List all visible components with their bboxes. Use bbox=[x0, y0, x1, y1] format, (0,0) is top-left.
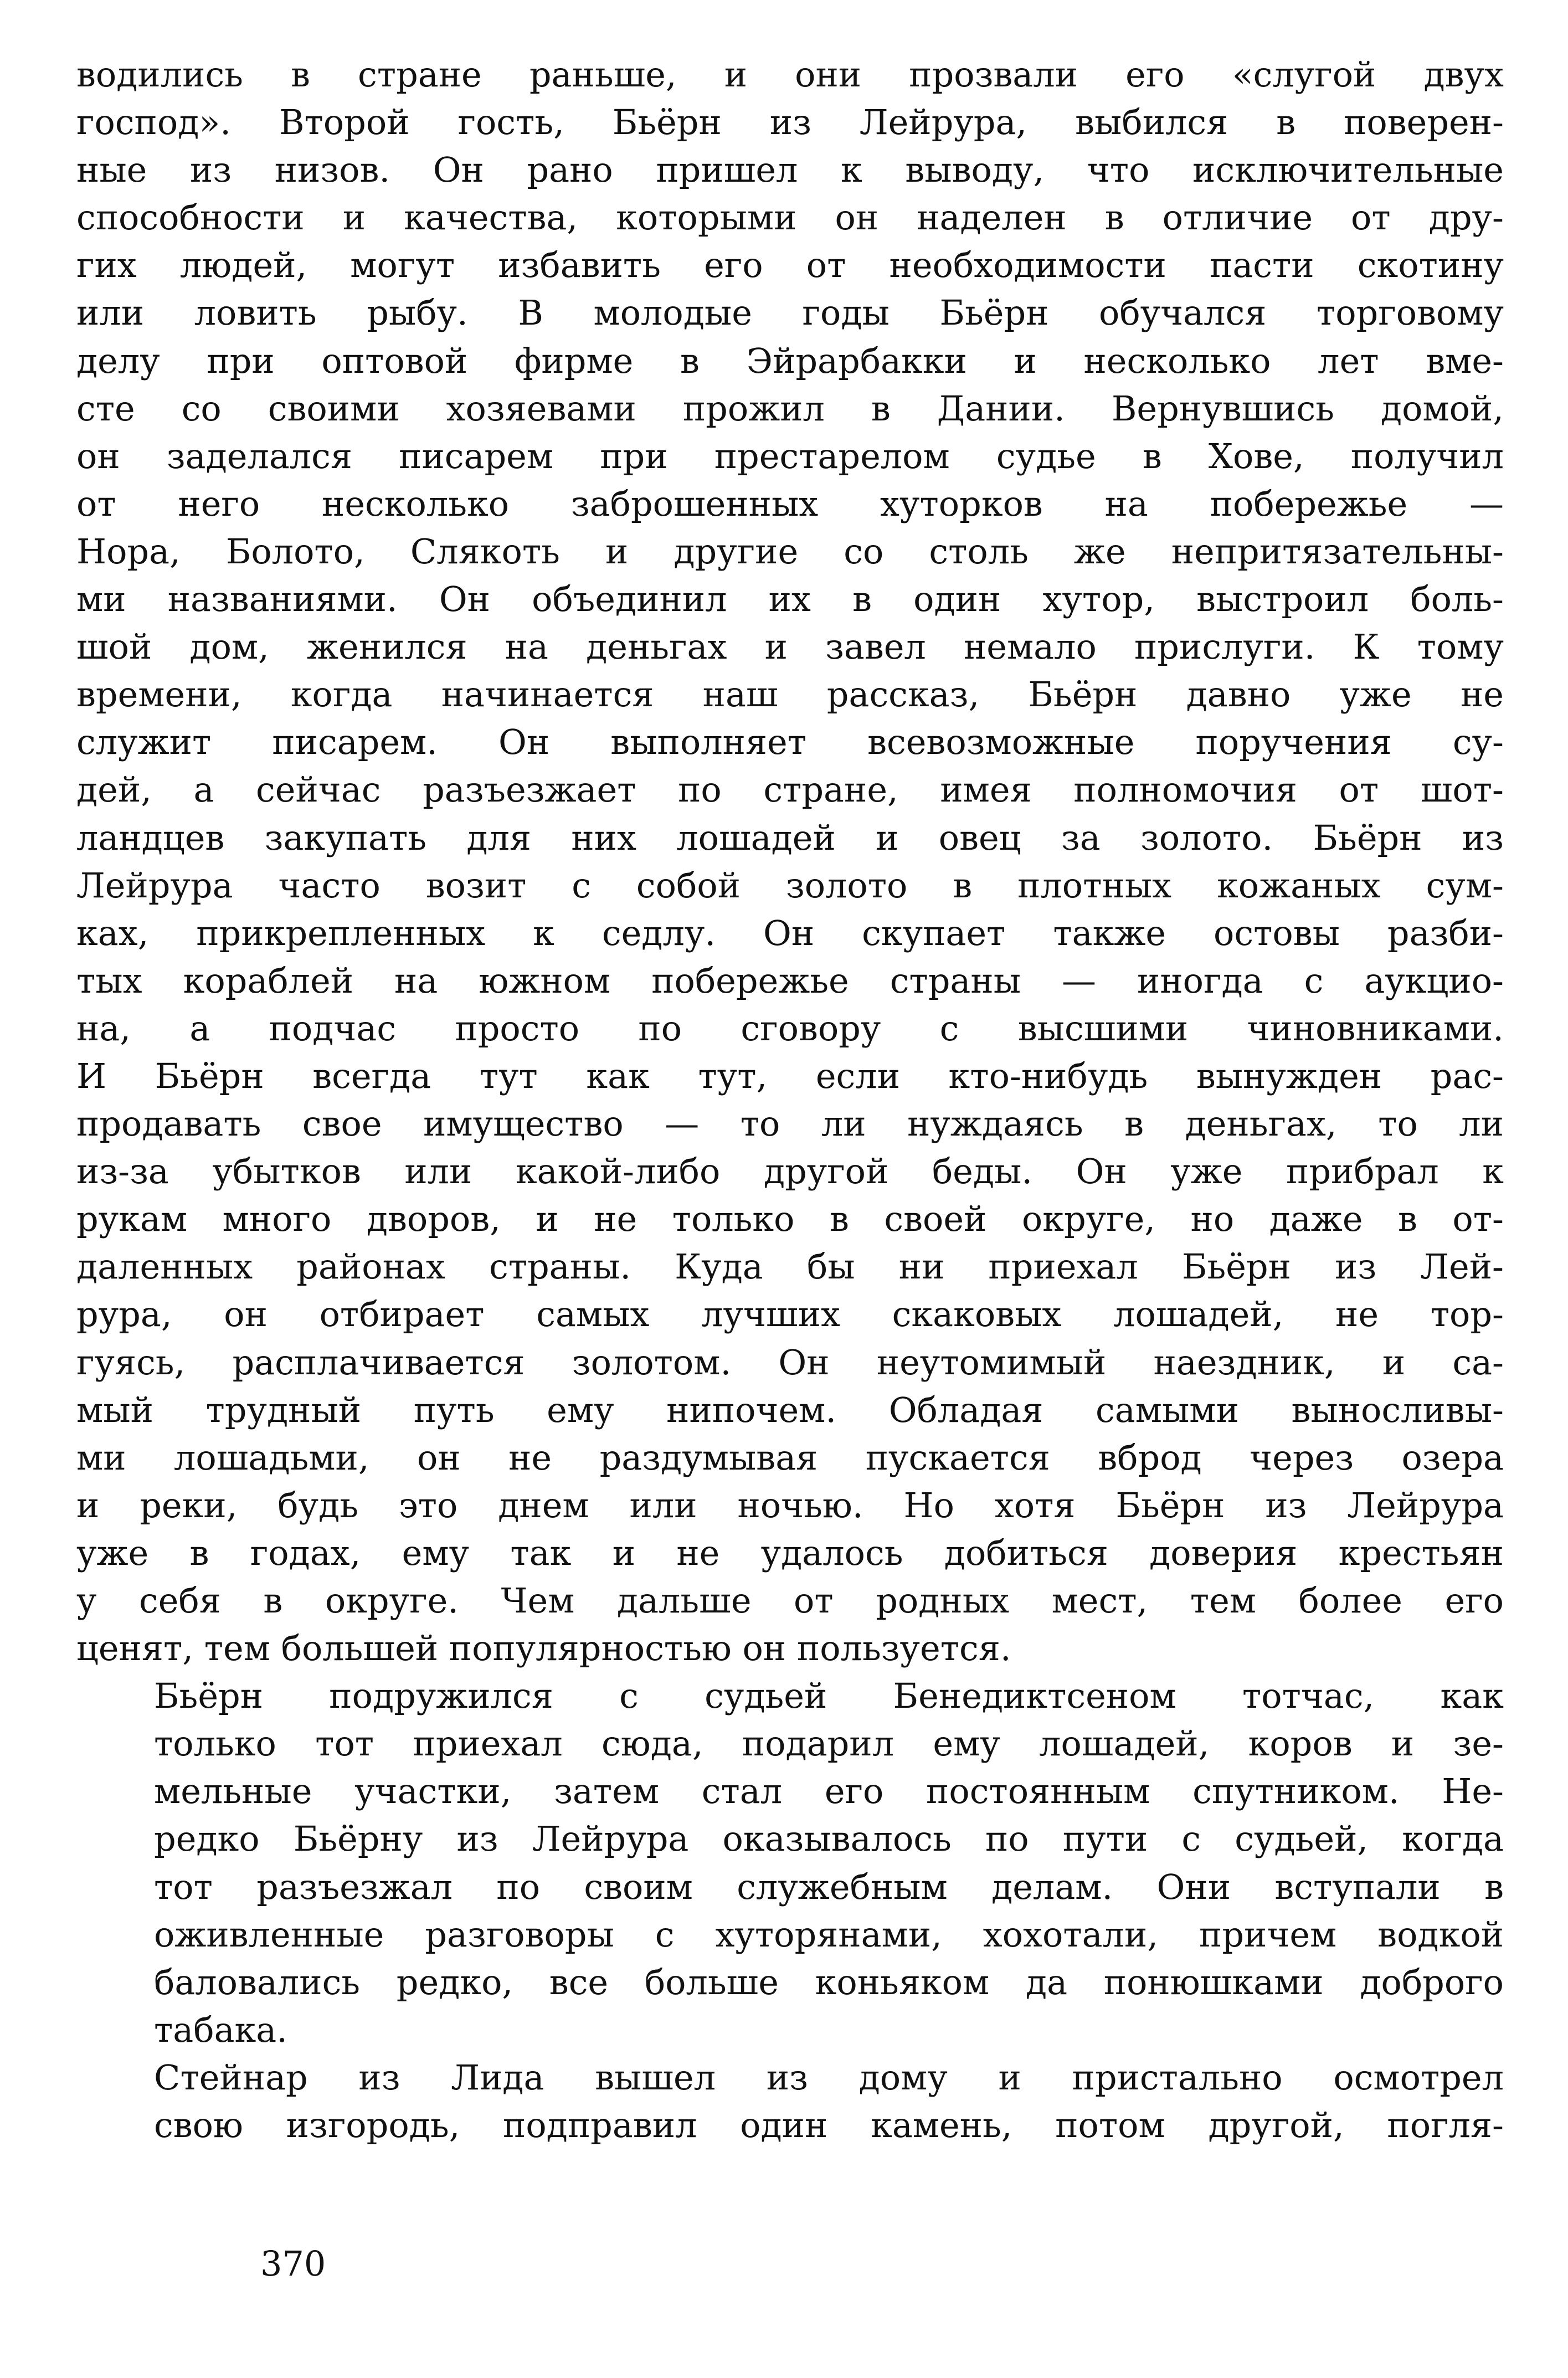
text-line: господ». Второй гость, Бьёрн из Лейрура, выбился в поверен- bbox=[76, 102, 1504, 143]
text-line: только тот приехал сюда, подарил ему лошадей, коров и зе- bbox=[154, 1723, 1504, 1764]
text-line: Лейрура часто возит с собой золото в плотных кожаных сум- bbox=[76, 865, 1504, 906]
text-line: способности и качества, которыми он наделен в отличие от дру- bbox=[76, 197, 1504, 238]
text-line: ценят, тем большей популярностью он пользуется. bbox=[76, 1628, 1011, 1669]
paragraph bbox=[76, 1672, 1504, 2054]
text-line: мый трудный путь ему нипочем. Обладая самыми выносливы- bbox=[76, 1389, 1504, 1430]
text-line: ках, прикрепленных к седлу. Он скупает также остовы разби- bbox=[76, 912, 1504, 953]
text-line: сте со своими хозяевами прожил в Дании. Вернувшись домой, bbox=[76, 388, 1504, 429]
text-line: рура, он отбирает самых лучших скаковых лошадей, не тор- bbox=[76, 1294, 1504, 1335]
text-line: он заделался писарем при престарелом судье в Хове, получил bbox=[76, 435, 1504, 476]
text-line: свою изгородь, подправил один камень, потом другой, погля- bbox=[154, 2105, 1504, 2146]
text-line: ми лошадьми, он не раздумывая пускается вброд через озера bbox=[76, 1437, 1504, 1478]
text-line: у себя в округе. Чем дальше от родных мест, тем более его bbox=[76, 1580, 1504, 1621]
page-number: 370 bbox=[260, 2243, 326, 2284]
body-text bbox=[76, 51, 1504, 2149]
text-line: тот разъезжал по своим служебным делам. Они вступали в bbox=[154, 1866, 1504, 1907]
text-line: ные из низов. Он рано пришел к выводу, что исключительные bbox=[76, 150, 1504, 191]
text-line: служит писарем. Он выполняет всевозможные поручения су- bbox=[76, 722, 1504, 763]
text-line: И Бьёрн всегда тут как тут, если кто-нибудь вынужден рас- bbox=[76, 1055, 1504, 1096]
text-line: или ловить рыбу. В молодые годы Бьёрн обучался торговому bbox=[76, 292, 1504, 333]
text-line: рукам много дворов, и не только в своей округе, но даже в от- bbox=[76, 1199, 1504, 1240]
paragraph bbox=[76, 2054, 1504, 2149]
text-line: даленных районах страны. Куда бы ни приехал Бьёрн из Лей- bbox=[76, 1246, 1504, 1287]
text-line: Бьёрн подружился с судьей Бенедиктсеном тотчас, как bbox=[154, 1676, 1504, 1717]
text-line: продавать свое имущество — то ли нуждаясь в деньгах, то ли bbox=[76, 1103, 1504, 1144]
text-line: уже в годах, ему так и не удалось добиться доверия крестьян bbox=[76, 1532, 1504, 1573]
text-line: и реки, будь это днем или ночью. Но хотя Бьёрн из Лейрура bbox=[76, 1485, 1504, 1526]
paragraph bbox=[76, 51, 1504, 1672]
text-line: ландцев закупать для них лошадей и овец за золото. Бьёрн из bbox=[76, 817, 1504, 858]
text-line: времени, когда начинается наш рассказ, Бьёрн давно уже не bbox=[76, 674, 1504, 715]
text-line: гих людей, могут избавить его от необходимости пасти скотину bbox=[76, 245, 1504, 286]
text-line: водились в стране раньше, и они прозвали его «слугой двух bbox=[76, 54, 1504, 95]
text-line: баловались редко, все больше коньяком да понюшками доброго bbox=[154, 1961, 1504, 2002]
text-line: дей, а сейчас разъезжает по стране, имея полномочия от шот- bbox=[76, 769, 1504, 810]
text-line: табака. bbox=[154, 2009, 287, 2050]
text-line: редко Бьёрну из Лейрура оказывалось по пути с судьей, когда bbox=[154, 1819, 1504, 1860]
text-line: из-за убытков или какой-либо другой беды. Он уже прибрал к bbox=[76, 1151, 1504, 1192]
text-line: на, а подчас просто по сговору с высшими чиновниками. bbox=[76, 1008, 1504, 1049]
text-line: гуясь, расплачивается золотом. Он неутомимый наездник, и са- bbox=[76, 1342, 1504, 1383]
text-line: от него несколько заброшенных хуторков на побережье — bbox=[76, 483, 1504, 524]
text-line: мельные участки, затем стал его постоянным спутником. Не- bbox=[154, 1771, 1504, 1812]
text-line: тых кораблей на южном побережье страны — иногда с аукцио- bbox=[76, 960, 1504, 1001]
text-line: Нора, Болото, Слякоть и другие со столь же непритязательны- bbox=[76, 531, 1504, 572]
text-line: оживленные разговоры с хуторянами, хохотали, причем водкой bbox=[154, 1914, 1504, 1955]
text-line: шой дом, женился на деньгах и завел немало прислуги. К тому bbox=[76, 626, 1504, 667]
text-line: ми названиями. Он объединил их в один хутор, выстроил боль- bbox=[76, 579, 1504, 620]
text-line: Стейнар из Лида вышел из дому и пристально осмотрел bbox=[154, 2057, 1504, 2098]
text-line: делу при оптовой фирме в Эйрарбакки и несколько лет вме- bbox=[76, 340, 1504, 381]
